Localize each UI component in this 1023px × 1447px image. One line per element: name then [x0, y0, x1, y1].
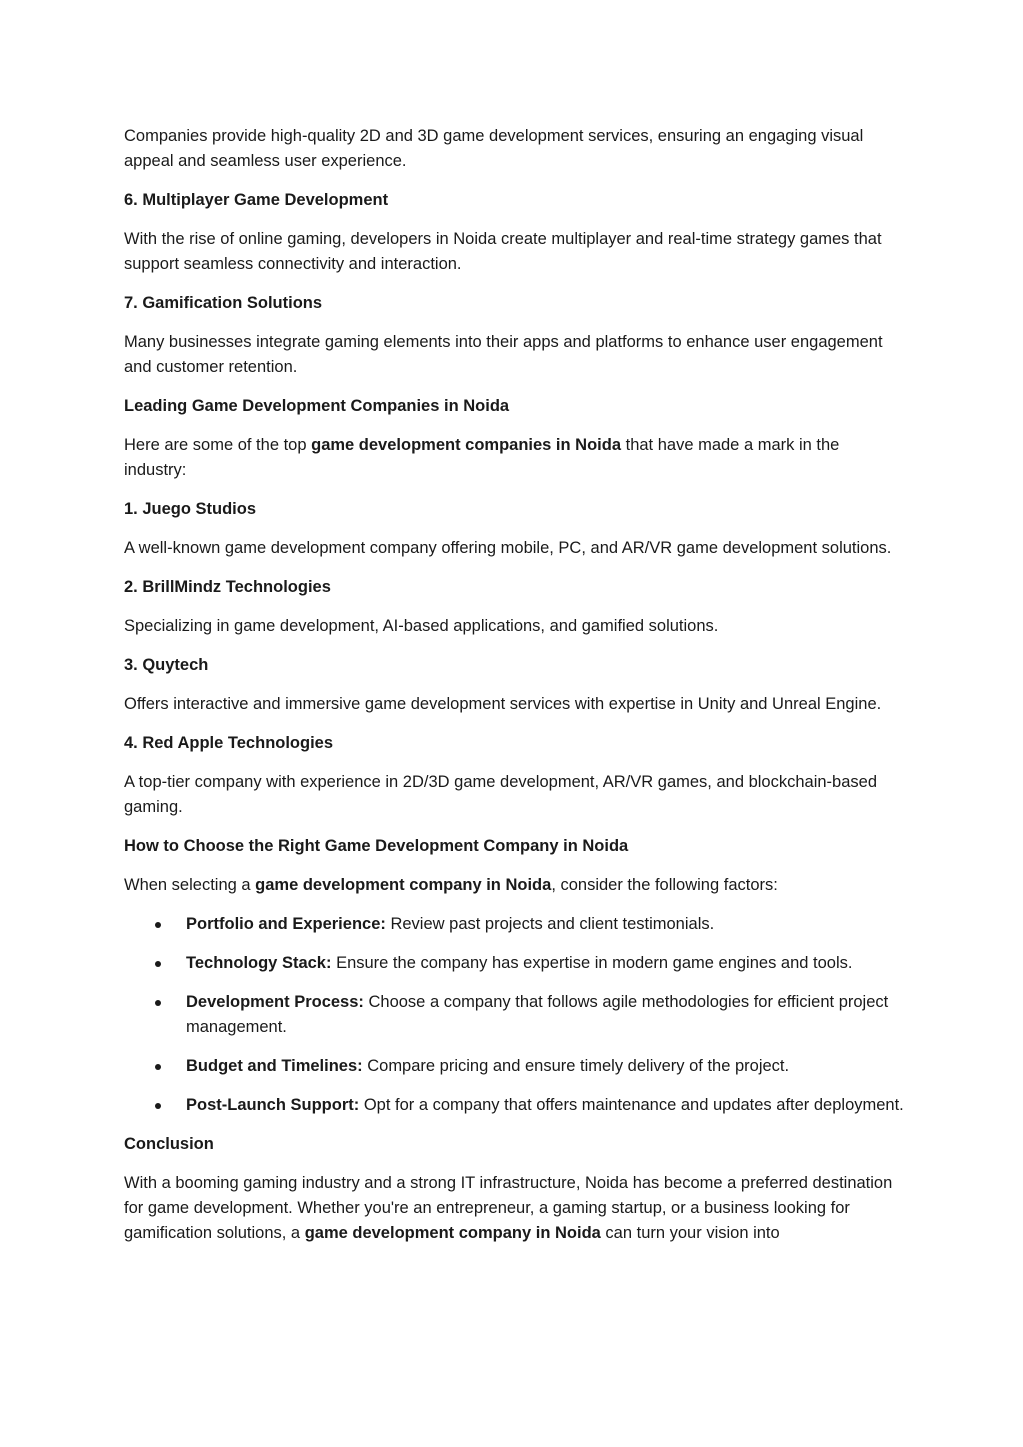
company-heading-brillmindz: 2. BrillMindz Technologies [124, 578, 331, 596]
company-heading-quytech: 3. Quytech [124, 656, 209, 674]
paragraph-leading-intro [124, 433, 904, 483]
company-heading-red-apple: 4. Red Apple Technologies [124, 734, 334, 752]
choose-intro-pre: When selecting a [124, 876, 256, 894]
factor-text: Compare pricing and ensure timely delivery of the project. [362, 1057, 790, 1075]
list-item [186, 1093, 904, 1118]
conclusion-post: can turn your vision into [600, 1224, 780, 1242]
choose-intro-post: , consider the following factors: [551, 876, 778, 894]
company-text-red-apple: A top-tier company with experience in 2D/3D game development, AR/VR games, and blockchain-based gaming. [124, 773, 877, 816]
section-heading-conclusion: Conclusion [124, 1135, 214, 1153]
factors-list [124, 912, 904, 1118]
paragraph-choose-intro [124, 873, 904, 898]
factor-label: Technology Stack: [186, 954, 332, 972]
section-heading-leading-companies: Leading Game Development Companies in Noida [124, 397, 510, 415]
paragraph-gamification: Many businesses integrate gaming elements into their apps and platforms to enhance user engagement and customer retention. [124, 333, 883, 376]
list-item [186, 912, 904, 937]
factor-label: Development Process: [186, 993, 364, 1011]
list-item [186, 951, 904, 976]
choose-intro-bold: game development company in Noida [255, 876, 552, 894]
company-text-quytech: Offers interactive and immersive game development services with expertise in Unity and Unreal Engine. [124, 695, 882, 713]
factor-text: Opt for a company that offers maintenance and updates after deployment. [359, 1096, 904, 1114]
leading-intro-pre: Here are some of the top [124, 436, 312, 454]
section-heading-how-to-choose: How to Choose the Right Game Development Company in Noida [124, 837, 629, 855]
conclusion-pre: With a booming gaming industry and a strong IT infrastructure, Noida has become a preferred destination for game development. Whether you're an entrepreneur, a gaming startup, or a business looking for gamification solutions, a [124, 1174, 893, 1242]
factor-label: Portfolio and Experience: [186, 915, 386, 933]
list-item [186, 1054, 904, 1079]
conclusion-bold: game development company in Noida [304, 1224, 601, 1242]
leading-intro-post: that have made a mark in the industry: [124, 436, 840, 479]
document-page [124, 124, 904, 1260]
intro-paragraph: Companies provide high-quality 2D and 3D game development services, ensuring an engaging visual appeal and seamless user experience. [124, 127, 864, 170]
factor-text: Review past projects and client testimonials. [385, 915, 715, 933]
company-text-juego: A well-known game development company offering mobile, PC, and AR/VR game development solutions. [124, 539, 892, 557]
company-text-brillmindz: Specializing in game development, AI-based applications, and gamified solutions. [124, 617, 719, 635]
factor-label: Budget and Timelines: [186, 1057, 363, 1075]
paragraph-multiplayer: With the rise of online gaming, developers in Noida create multiplayer and real-time strategy games that support seamless connectivity and interaction. [124, 230, 882, 273]
section-heading-gamification: 7. Gamification Solutions [124, 294, 323, 312]
list-item [186, 990, 904, 1040]
factor-text: Ensure the company has expertise in modern game engines and tools. [331, 954, 853, 972]
leading-intro-bold: game development companies in Noida [311, 436, 622, 454]
paragraph-conclusion [124, 1171, 904, 1246]
factor-label: Post-Launch Support: [186, 1096, 360, 1114]
section-heading-multiplayer: 6. Multiplayer Game Development [124, 191, 389, 209]
factor-text: Choose a company that follows agile methodologies for efficient project management. [186, 993, 889, 1036]
company-heading-juego: 1. Juego Studios [124, 500, 257, 518]
